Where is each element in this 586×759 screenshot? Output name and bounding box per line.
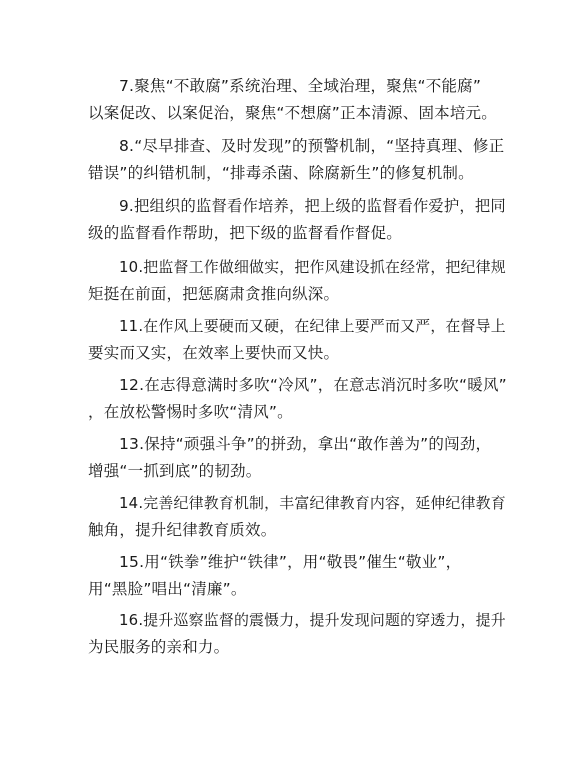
- list-item-16: [88, 607, 508, 661]
- item-line: 增强“一抓到底”的韧劲。: [88, 462, 262, 480]
- list-item-9: [88, 193, 508, 247]
- item-line: 以案促改、以案促治，聚焦“不想腐”正本清源、固本培元。: [88, 104, 497, 122]
- item-line: ，在放松警惕时多吹“清风”。: [88, 403, 293, 421]
- item-line: 16.提升巡察监督的震慑力，提升发现问题的穿透力，提升: [119, 611, 506, 629]
- list-item-11: [88, 313, 508, 367]
- list-item-12: [88, 372, 508, 426]
- item-line: 15.用“铁拳”维护“铁律”，用“敬畏”催生“敬业”，: [119, 553, 462, 571]
- item-line: 用“黑脸”唱出“清廉”。: [88, 580, 247, 598]
- list-item-8: [88, 133, 508, 187]
- item-line: 为民服务的亲和力。: [88, 638, 230, 656]
- item-line: 11.在作风上要硬而又硬，在纪律上要严而又严，在督导上: [119, 317, 506, 335]
- list-item-15: [88, 549, 508, 603]
- list-item-13: [88, 431, 508, 485]
- item-line: 错误”的纠错机制，“排毒杀菌、除腐新生”的修复机制。: [88, 164, 474, 182]
- list-item-10: [88, 254, 508, 308]
- item-line: 触角，提升纪律教育质效。: [88, 521, 277, 539]
- item-line: 矩挺在前面，把惩腐肃贪推向纵深。: [88, 285, 340, 303]
- item-line: 13.保持“顽强斗争”的拼劲，拿出“敢作善为”的闯劲，: [119, 435, 492, 453]
- item-line: 8.“尽早排查、及时发现”的预警机制，“坚持真理、修正: [119, 137, 505, 155]
- item-line: 9.把组织的监督看作培养，把上级的监督看作爱护，把同: [119, 197, 506, 215]
- item-line: 级的监督看作帮助，把下级的监督看作督促。: [88, 224, 403, 242]
- item-line: 要实而又实，在效率上要快而又快。: [88, 344, 340, 362]
- item-line: 12.在志得意满时多吹“冷风”，在意志消沉时多吹“暖风”: [119, 376, 507, 394]
- list-item-14: [88, 490, 508, 544]
- item-line: 10.把监督工作做细做实，把作风建设抓在经常，把纪律规: [119, 258, 506, 276]
- item-line: 7.聚焦“不敢腐”系统治理、全域治理，聚焦“不能腐”: [119, 77, 482, 95]
- list-item-7: [88, 73, 508, 127]
- item-line: 14.完善纪律教育机制，丰富纪律教育内容，延伸纪律教育: [119, 494, 506, 512]
